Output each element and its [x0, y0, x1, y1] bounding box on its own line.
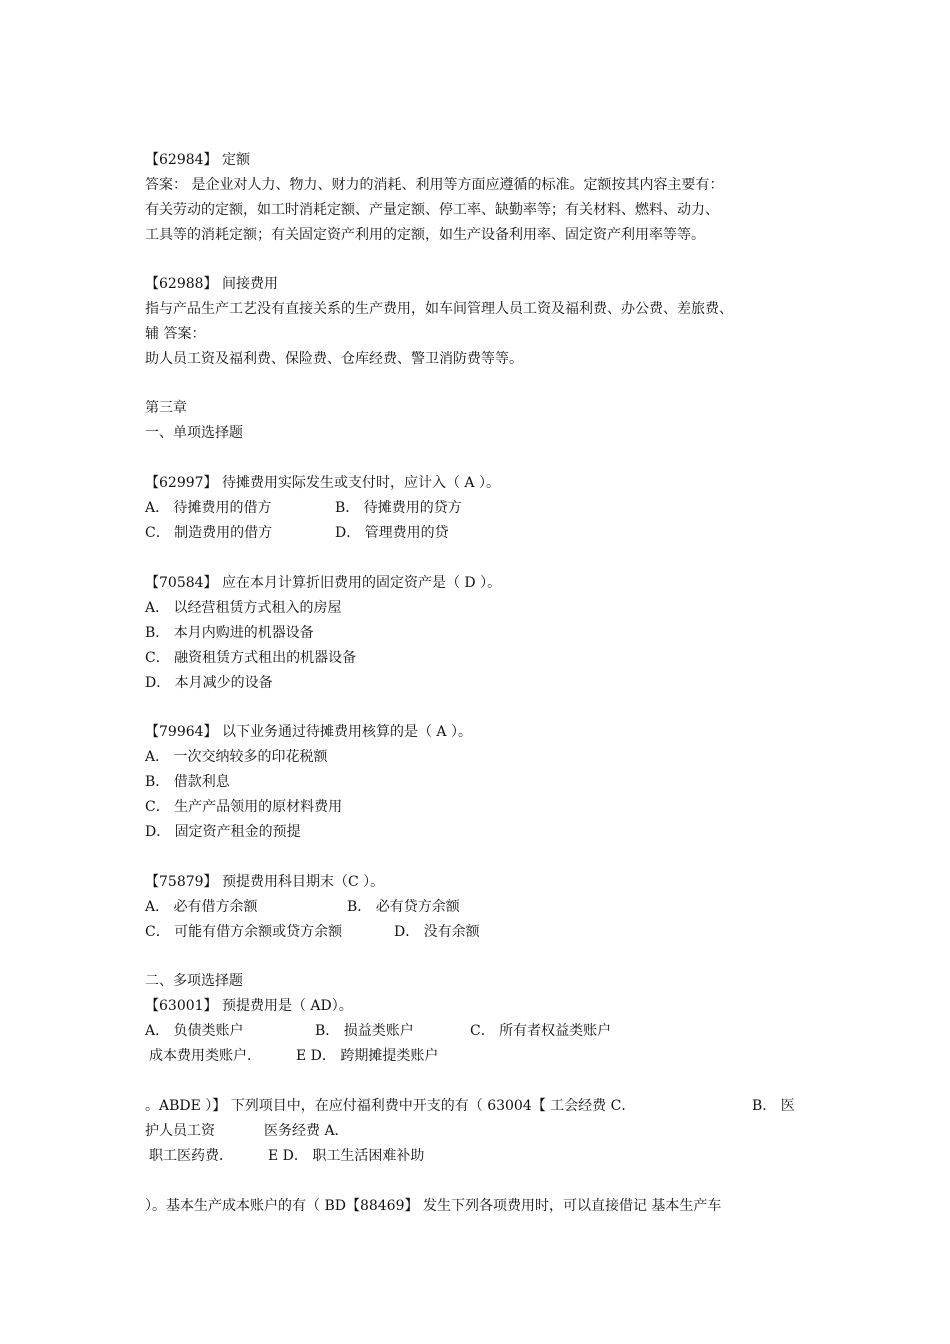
- question-text: 。ABDE ）】 下列项目中，在应付福利费中开支的有（ 63004【 工会经费 C．: [145, 1098, 636, 1114]
- option: C． 生产产品领用的原材料费用: [145, 799, 343, 815]
- option: 职工医药费．: [149, 1148, 233, 1164]
- option-row: [145, 524, 845, 542]
- option: A． 一次交纳较多的印花税额: [145, 749, 328, 765]
- question-79964: 【79964】 以下业务通过待摊费用核算的是（ A ）。: [145, 724, 472, 740]
- answer-line: 工具等的消耗定额；有关固定资产利用的定额，如生产设备利用率、固定资产利用率等等。: [145, 227, 705, 243]
- option: D． 固定资产租金的预提: [145, 824, 301, 840]
- option: A． 以经营租赁方式租入的房屋: [145, 600, 342, 616]
- option: A． 负债类账户: [145, 1023, 244, 1039]
- option: C． 融资租赁方式租出的机器设备: [145, 650, 357, 666]
- option-row: [145, 923, 845, 941]
- option: A． 必有借方余额: [145, 899, 258, 915]
- option: B． 损益类账户: [315, 1023, 414, 1039]
- answer-line: 有关劳动的定额，如工时消耗定额、产量定额、停工率、缺勤率等；有关材料、燃料、动力、: [145, 202, 719, 218]
- option: C． 所有者权益类账户: [470, 1023, 612, 1039]
- option: B． 待摊费用的贷方: [335, 500, 462, 516]
- option-row: [145, 1122, 845, 1140]
- question-62997: 【62997】 待摊费用实际发生或支付时，应计入（ A ）。: [145, 475, 500, 491]
- question-63001: 【63001】 预提费用是（ AD）。: [145, 998, 353, 1014]
- option-row: [145, 1147, 845, 1165]
- question-63004: [145, 1097, 845, 1115]
- definition-line: 助人员工资及福利费、保险费、仓库经费、警卫消防费等等。: [145, 351, 523, 367]
- definition-line: 指与产品生产工艺没有直接关系的生产费用，如车间管理人员工资及福利费、办公费、差旅费、: [145, 301, 733, 317]
- option: A． 待摊费用的借方: [145, 500, 272, 516]
- option-row: [145, 1022, 845, 1040]
- entry-title-62984: 【62984】 定额: [145, 152, 250, 168]
- option: 护人员工资: [145, 1123, 215, 1139]
- definition-line: 辅 答案：: [145, 326, 206, 342]
- option: C． 可能有借方余额或贷方余额: [145, 924, 343, 940]
- option: B． 借款利息: [145, 774, 230, 790]
- option: B． 医: [752, 1098, 795, 1114]
- option-row: [145, 499, 845, 517]
- option: E D． 跨期摊提类账户: [296, 1048, 439, 1064]
- section-heading: 二、多项选择题: [145, 973, 243, 989]
- section-heading: 一、单项选择题: [145, 425, 243, 441]
- entry-title-62988: 【62988】 间接费用: [145, 276, 278, 292]
- option: D． 管理费用的贷: [335, 525, 449, 541]
- option: B． 必有贷方余额: [347, 899, 460, 915]
- option: C． 制造费用的借方: [145, 525, 273, 541]
- answer-line: 答案： 是企业对人力、物力、财力的消耗、利用等方面应遵循的标准。定额按其内容主要有：: [145, 177, 724, 193]
- question-88469: ）。基本生产成本账户的有（ BD【88469】 发生下列各项费用时，可以直接借记 基本生产车: [145, 1198, 722, 1214]
- question-75879: 【75879】 预提费用科目期末（C ）。: [145, 874, 385, 890]
- question-70584: 【70584】 应在本月计算折旧费用的固定资产是（ D ）。: [145, 575, 502, 591]
- option-row: [145, 898, 845, 916]
- option: 成本费用类账户．: [149, 1048, 261, 1064]
- option-row: [145, 1047, 845, 1065]
- option: 医务经费 A．: [264, 1123, 349, 1139]
- option: D． 本月减少的设备: [145, 675, 273, 691]
- option: B． 本月内购进的机器设备: [145, 625, 314, 641]
- option: D． 没有余额: [394, 924, 480, 940]
- chapter-heading: 第三章: [145, 400, 187, 416]
- option: E D． 职工生活困难补助: [268, 1148, 425, 1164]
